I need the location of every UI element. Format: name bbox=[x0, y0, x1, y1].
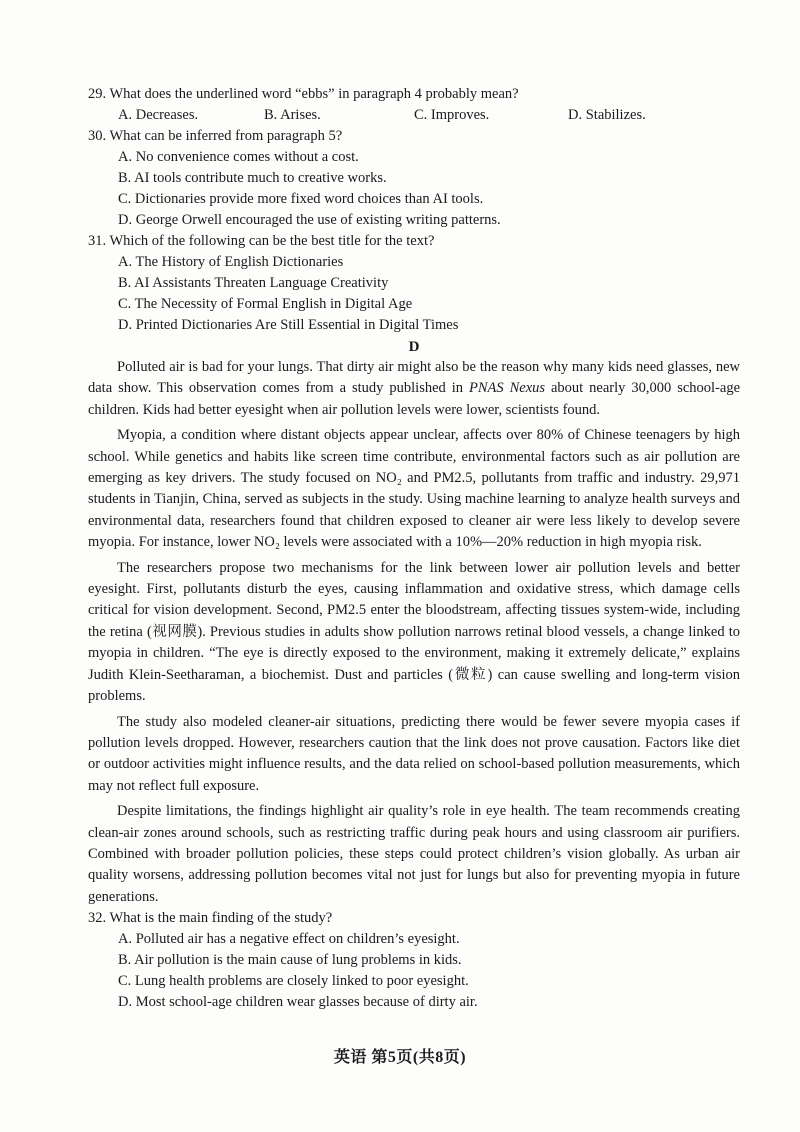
passage-paragraph-1: Polluted air is bad for your lungs. That dirty air might also be the reason why many kids need glasses, new data show. This observation comes from a study published in PNAS Nexus about nearly 30,000 school-age children. Kids had better eyesight when air pollution levels were lower, scientists found. bbox=[88, 359, 740, 418]
option-32c: C. Lung health problems are closely linked to poor eyesight. bbox=[118, 973, 469, 990]
question-30-stem: 30. What can be inferred from paragraph 5? bbox=[88, 128, 343, 144]
option-32d: D. Most school-age children wear glasses because of dirty air. bbox=[118, 994, 478, 1011]
option-30b: B. AI tools contribute much to creative works. bbox=[118, 170, 387, 186]
option-31d: D. Printed Dictionaries Are Still Essential in Digital Times bbox=[118, 317, 459, 333]
option-31a: A. The History of English Dictionaries bbox=[118, 254, 344, 270]
page-footer: 英语 第5页(共8页) bbox=[333, 1049, 467, 1066]
passage-paragraph-4: The study also modeled cleaner-air situations, predicting there would be fewer severe myopia cases if pollution levels dropped. However, researchers caution that the link does not prove causation. Factors like diet or outdoor activities might influence results, and the data relied on school-based pollution measurements, which may not reflect full exposure. bbox=[88, 713, 740, 794]
option-31c: C. The Necessity of Formal English in Digital Age bbox=[118, 296, 413, 312]
question-31-stem: 31. Which of the following can be the best title for the text? bbox=[88, 233, 435, 249]
option-29d: D. Stabilizes. bbox=[568, 107, 646, 123]
question-29-options bbox=[88, 105, 740, 126]
journal-name: PNAS Nexus bbox=[468, 380, 546, 397]
exam-page bbox=[88, 84, 740, 1013]
option-29c: C. Improves. bbox=[414, 107, 490, 123]
option-29b: B. Arises. bbox=[264, 107, 321, 123]
option-32b: B. Air pollution is the main cause of lung problems in kids. bbox=[118, 952, 462, 969]
option-29a: A. Decreases. bbox=[118, 107, 199, 123]
passage-paragraph-5: Despite limitations, the findings highlight air quality’s role in eye health. The team recommends creating clean-air zones around schools, such as restricting traffic during peak hours and using classroom air purifiers. Combined with broader pollution policies, these steps could protect children’s vision globally. As urban air quality worsens, addressing pollution becomes vital not just for lungs but also for preventing myopia in future generations. bbox=[88, 803, 740, 905]
option-30c: C. Dictionaries provide more fixed word choices than AI tools. bbox=[118, 191, 484, 207]
passage-paragraph-3: The researchers propose two mechanisms for the link between lower air pollution levels and better eyesight. First, pollutants disturb the eyes, causing inflammation and oxidative stress, which damage cells critical for vision development. Second, PM2.5 enter the bloodstream, affecting tissues system-wide, including the retina (视网膜). Previous studies in adults show pollution narrows retinal blood vessels, a change linked to myopia in children. “The eye is directly exposed to the environment, making it extremely delicate,” explains Judith Klein-Seetharaman, a biochemist. Dust and particles (微粒) can cause swelling and long-term vision problems. bbox=[88, 559, 740, 705]
question-32-stem: 32. What is the main finding of the study? bbox=[88, 910, 333, 927]
passage-paragraph-2: Myopia, a condition where distant objects appear unclear, affects over 80% of Chinese teenagers by high school. While genetics and habits like screen time contribute, environmental factors such as air pollution are emerging as key drivers. The study focused on NO₂ and PM2.5, pollutants from traffic and industry. 29,971 students in Tianjin, China, served as subjects in the study. Using machine learning to analyze health surveys and environmental data, researchers found that children exposed to cleaner air were less likely to develop severe myopia. For instance, lower NO₂ levels were associated with a 10%—20% reduction in high myopia risk. bbox=[88, 427, 740, 551]
question-29-stem: 29. What does the underlined word “ebbs” in paragraph 4 probably mean? bbox=[88, 86, 519, 102]
option-30a: A. No convenience comes without a cost. bbox=[118, 149, 359, 165]
option-30d: D. George Orwell encouraged the use of existing writing patterns. bbox=[118, 212, 501, 228]
section-label: D bbox=[408, 339, 420, 355]
option-31b: B. AI Assistants Threaten Language Creativity bbox=[118, 275, 389, 291]
option-32a: A. Polluted air has a negative effect on children’s eyesight. bbox=[118, 931, 460, 948]
